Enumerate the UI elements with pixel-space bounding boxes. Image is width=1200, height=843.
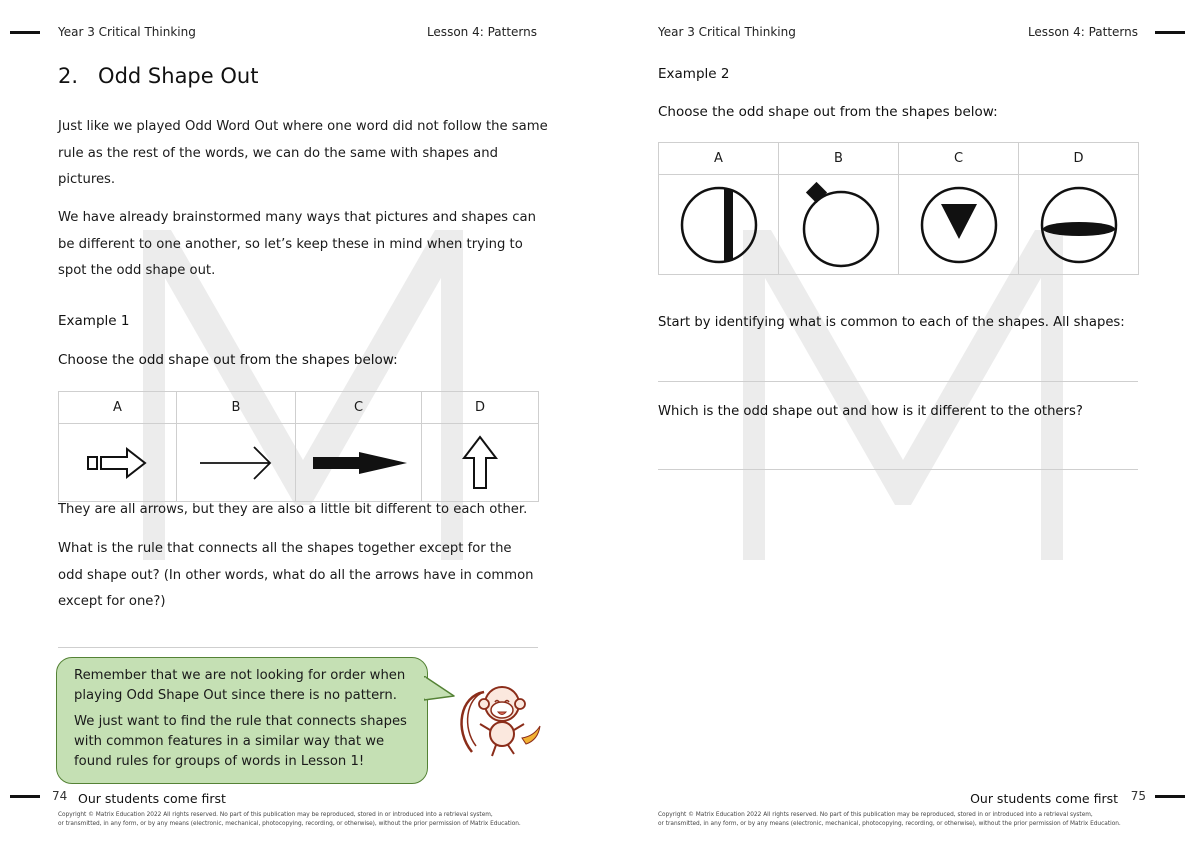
answer-line-2 [658, 469, 1138, 470]
running-header-lesson: Lesson 4: Patterns [1027, 25, 1138, 39]
footer-slogan: Our students come first [970, 791, 1118, 806]
shape-cell-a [59, 424, 177, 502]
page-number: 74 [52, 789, 68, 803]
rule-question: What is the rule that connects all the shapes together except for the odd shape out? (In other words, what do all the arrows have in common except for one?) [58, 541, 534, 609]
common-prompt-start: Start by identifying what is [658, 315, 841, 330]
section-heading: 2. Odd Shape Out [58, 64, 259, 88]
circle-square-tab-icon [797, 180, 881, 270]
footer-slogan: Our students come first [78, 791, 226, 806]
right-page [600, 0, 1200, 843]
upward-outline-arrow-icon [460, 434, 500, 492]
shape-label-c: C [899, 143, 1019, 175]
arrows-observation: They are all arrows, but they are also a little bit different to each other. [58, 502, 528, 517]
answer-line [58, 647, 538, 648]
common-prompt [658, 315, 1125, 330]
footer-rule-mark [1155, 795, 1185, 798]
header-rule-mark [10, 31, 40, 34]
shape-cell-d [422, 424, 539, 502]
copyright-line-1: Copyright © Matrix Education 2022 All rights reserved. No part of this publication may be reproduced, stored in or introduced into a retrieval system, [658, 812, 1093, 818]
footer-rule-mark [10, 795, 40, 798]
circle-vertical-band-icon [677, 183, 761, 267]
shape-cell-b [177, 424, 296, 502]
example-2-shape-table [658, 142, 1139, 275]
copyright-line-2: or transmitted, in any form, or by any means (electronic, mechanical, photocopying, recording, or otherwise), without the prior permission of Matrix Education. [658, 821, 1121, 827]
thin-line-arrow-icon [196, 443, 276, 483]
example-1-instruction: Choose the odd shape out from the shapes below: [58, 352, 398, 368]
copyright-line-1: Copyright © Matrix Education 2022 All rights reserved. No part of this publication may be reproduced, stored in or introduced into a retrieval system, [58, 812, 493, 818]
copyright-line-2: or transmitted, in any form, or by any means (electronic, mechanical, photocopying, recording, or otherwise), without the prior permission of Matrix Education. [58, 821, 521, 827]
common-keyword: common [840, 315, 898, 330]
shape-label-d: D [1019, 143, 1139, 175]
example-1-heading: Example 1 [58, 313, 130, 329]
running-header-lesson: Lesson 4: Patterns [426, 25, 537, 39]
answer-line-1 [658, 381, 1138, 382]
shape-cell-c [296, 424, 422, 502]
shape-cell-b [779, 175, 899, 275]
reminder-callout [56, 657, 428, 784]
shape-label-a: A [59, 392, 177, 424]
example-2-heading: Example 2 [658, 66, 730, 82]
circle-horizontal-ellipse-icon [1037, 183, 1121, 267]
callout-text-2: We just want to find the rule that connects shapes with common features in a similar way that we found rules for groups of words in Lesson 1! [74, 714, 407, 769]
running-header-course: Year 3 Critical Thinking [658, 25, 796, 39]
odd-shape-question: Which is the odd shape out and how is it different to the others? [658, 404, 1083, 419]
common-prompt-end: to each of the shapes. All shapes: [897, 315, 1125, 330]
example-1-shape-table [58, 391, 539, 502]
intro-paragraph-2: We have already brainstormed many ways that pictures and shapes can be different to one another, so let’s keep these in mind when trying to spot the odd shape out. [58, 210, 536, 278]
shape-label-a: A [659, 143, 779, 175]
running-header-course: Year 3 Critical Thinking [58, 25, 196, 39]
shape-label-c: C [296, 392, 422, 424]
shape-cell-a [659, 175, 779, 275]
shape-label-b: B [779, 143, 899, 175]
shape-cell-c [899, 175, 1019, 275]
page-number: 75 [1130, 789, 1146, 803]
small-square-outline-arrow-icon [83, 443, 153, 483]
shape-cell-d [1019, 175, 1139, 275]
shape-label-d: D [422, 392, 539, 424]
monkey-mascot-icon [452, 672, 548, 768]
example-2-instruction: Choose the odd shape out from the shapes below: [658, 104, 998, 120]
shape-label-b: B [177, 392, 296, 424]
solid-black-arrow-icon [309, 443, 409, 483]
callout-text-1: Remember that we are not looking for order when playing Odd Shape Out since there is no pattern. [74, 668, 406, 703]
header-rule-mark [1155, 31, 1185, 34]
watermark-m-logo [743, 230, 1063, 560]
circle-triangle-icon [917, 183, 1001, 267]
intro-paragraph-1: Just like we played Odd Word Out where one word did not follow the same rule as the rest of the words, we can do the same with shapes and pictures. [58, 119, 548, 187]
